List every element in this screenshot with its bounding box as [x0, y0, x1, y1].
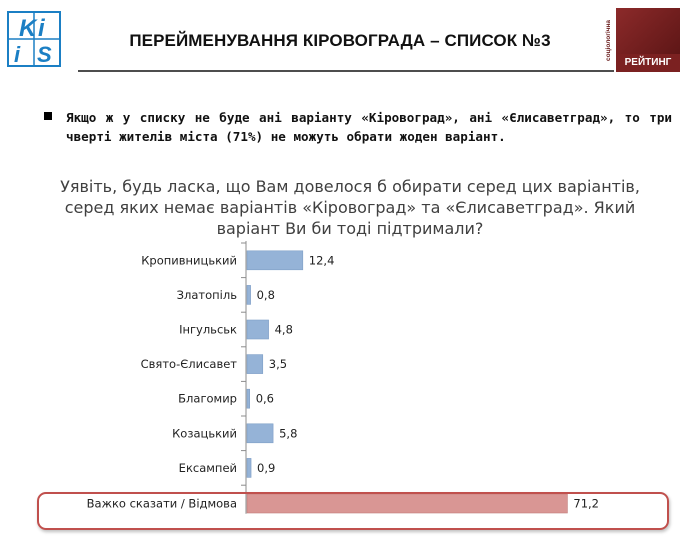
- page-title: ПЕРЕЙМЕНУВАННЯ КІРОВОГРАДА – СПИСОК №3: [129, 31, 551, 50]
- svg-text:i: i: [14, 42, 21, 67]
- rating-logo-subtitle: соціологічна: [605, 19, 612, 61]
- value-label: 4,8: [274, 322, 293, 337]
- svg-text:S: S: [37, 42, 52, 67]
- category-label: Благомир: [178, 391, 237, 406]
- category-label: Козацький: [172, 426, 237, 441]
- value-label: 3,5: [268, 357, 288, 372]
- bar-3: [247, 320, 269, 339]
- value-label: 0,6: [255, 391, 274, 406]
- bar-7: [247, 458, 251, 477]
- value-label: 0,9: [257, 460, 276, 475]
- value-label: 5,8: [279, 426, 298, 441]
- highlight-frame: [37, 492, 669, 530]
- value-label: 12,4: [308, 253, 335, 268]
- bar-5: [247, 389, 250, 408]
- svg-text:i: i: [38, 15, 45, 42]
- category-label: Інгульськ: [179, 322, 237, 337]
- bar-4: [247, 355, 263, 374]
- bar-6: [247, 424, 273, 443]
- summary-note: Якщо ж у списку не буде ані варіанту «Кіровоград», ані «Єлисаветград», то три чверті жителів міста (71%) не можуть обрати жоден варіант.: [66, 110, 672, 144]
- category-label: Кропивницький: [141, 253, 237, 268]
- value-label: 71,2: [573, 496, 600, 511]
- category-label: Свято-Єлисавет: [140, 357, 237, 372]
- chart-title: Уявіть, будь ласка, що Вам довелося б обирати серед цих варіантів, серед яких немає варіантів «Кіровоград» та «Єлисаветград». Який варіант Ви би тоді підтримали?: [60, 177, 640, 238]
- value-label: 0,8: [256, 287, 275, 302]
- bar-2: [247, 285, 251, 304]
- category-label: Златопіль: [176, 287, 237, 302]
- bar-1: [247, 251, 303, 270]
- svg-text:K: K: [19, 15, 37, 42]
- category-label: Ексампей: [178, 460, 237, 475]
- category-label: Важко сказати / Відмова: [86, 496, 237, 511]
- rating-logo-word: РЕЙТИНГ: [624, 57, 672, 68]
